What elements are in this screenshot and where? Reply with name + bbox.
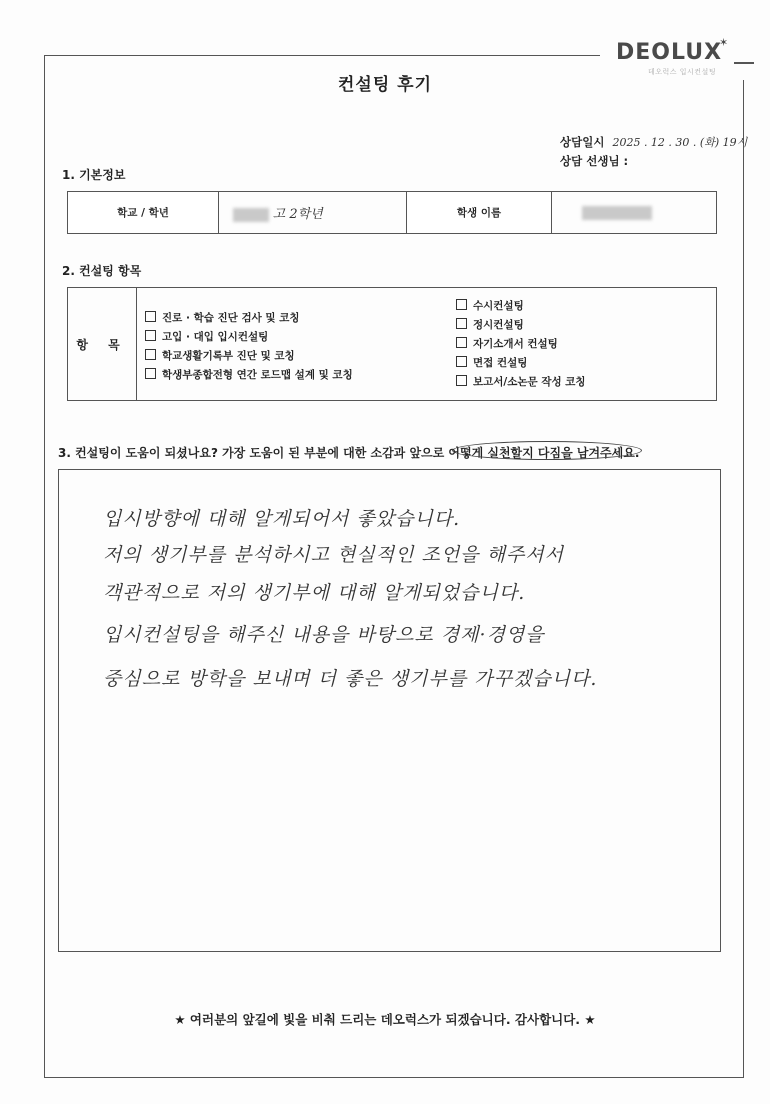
checkbox-item[interactable]: 자기소개서 컨설팅 bbox=[456, 335, 586, 354]
footer-message: ★ 여러분의 앞길에 빛을 비춰 드리는 데오럭스가 되겠습니다. 감사합니다. ★ bbox=[174, 1012, 596, 1027]
checkbox-icon[interactable] bbox=[456, 299, 467, 310]
checkbox-icon[interactable] bbox=[145, 368, 156, 379]
checkbox-item[interactable]: 수시컨설팅 bbox=[456, 297, 586, 316]
date-label: 상담일시 bbox=[560, 135, 605, 149]
checkbox-icon[interactable] bbox=[145, 349, 156, 360]
checkbox-item[interactable]: 고입 · 대입 입시컨설팅 bbox=[145, 328, 715, 347]
consult-date bbox=[560, 134, 747, 150]
basic-info-table bbox=[67, 191, 717, 234]
redacted-school bbox=[233, 208, 269, 222]
student-name-label: 학생 이름 bbox=[407, 192, 552, 234]
school-label: 학교 / 학년 bbox=[68, 192, 219, 234]
date-value: 2025 . 12 . 30 . (화) 19시 bbox=[612, 136, 748, 149]
handwritten-line: 객관적으로 저의 생기부에 대해 알게되었습니다. bbox=[103, 582, 526, 604]
handwritten-line: 저의 생기부를 분석하시고 현실적인 조언을 해주셔서 bbox=[103, 544, 564, 566]
section3-heading: 3. 컨설팅이 도움이 되셨나요? 가장 도움이 된 부분에 대한 소감과 앞으로 어떻게 실천할지 다짐을 남겨주세요. bbox=[58, 446, 640, 460]
brand-subtitle: 데오럭스 입시컨설팅 bbox=[648, 68, 717, 76]
checkbox-item[interactable]: 면접 컨설팅 bbox=[456, 354, 586, 373]
brand-logo: DEOLUX bbox=[616, 40, 723, 65]
checkbox-icon[interactable] bbox=[456, 375, 467, 386]
checkbox-item[interactable]: 학생부종합전형 연간 로드맵 설계 및 코칭 bbox=[145, 366, 715, 385]
items-right-column bbox=[456, 297, 586, 392]
handwritten-line: 중심으로 방학을 보내며 더 좋은 생기부를 가꾸겠습니다. bbox=[103, 668, 598, 690]
checkbox-icon[interactable] bbox=[456, 337, 467, 348]
checkbox-item[interactable]: 보고서/소논문 작성 코칭 bbox=[456, 373, 586, 392]
checkbox-item[interactable]: 학교생활기록부 진단 및 코칭 bbox=[145, 347, 715, 366]
items-header: 항 목 bbox=[68, 288, 137, 401]
page-title: 컨설팅 후기 bbox=[337, 75, 433, 95]
handwritten-line: 입시컨설팅을 해주신 내용을 바탕으로 경제·경영을 bbox=[103, 624, 545, 646]
items-cell bbox=[137, 288, 717, 401]
logo-star-icon: ✶ bbox=[719, 36, 729, 49]
checkbox-item[interactable]: 정시컨설팅 bbox=[456, 316, 586, 335]
consulting-items-table bbox=[67, 287, 717, 401]
logo-divider bbox=[734, 62, 754, 64]
teacher-label: 상담 선생님 : bbox=[560, 154, 629, 168]
section2-heading: 2. 컨설팅 항목 bbox=[62, 264, 142, 278]
handwritten-circle-mark bbox=[452, 441, 642, 460]
redacted-name bbox=[582, 206, 652, 220]
school-value-cell bbox=[219, 192, 407, 234]
checkbox-icon[interactable] bbox=[145, 330, 156, 341]
checkbox-icon[interactable] bbox=[145, 311, 156, 322]
section1-heading: 1. 기본정보 bbox=[62, 168, 126, 182]
checkbox-icon[interactable] bbox=[456, 356, 467, 367]
feedback-writing-area[interactable] bbox=[58, 469, 721, 952]
student-name-cell bbox=[552, 192, 717, 234]
handwritten-line: 입시방향에 대해 알게되어서 좋았습니다. bbox=[103, 508, 461, 530]
checkbox-item[interactable]: 진로 · 학습 진단 검사 및 코칭 bbox=[145, 309, 715, 328]
school-value: 고 2학년 bbox=[272, 207, 323, 222]
checkbox-icon[interactable] bbox=[456, 318, 467, 329]
